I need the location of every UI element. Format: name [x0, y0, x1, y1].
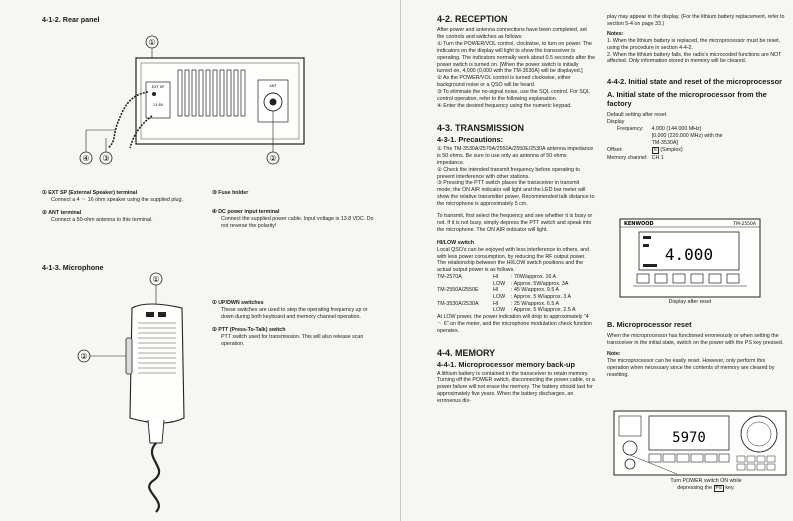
reception-intro: After power and antenna connections have been completed, set the controls and switches as follows: [437, 27, 587, 40]
rear-item-extsp [42, 190, 202, 204]
power-row: LOW : Approx. 5 W/approx. 3 A [493, 294, 572, 301]
hilow-relation: The relationship between the HI/LOW switch positions and the actual output power is as follows. [437, 260, 584, 274]
mic-item-1-body: These switches are used to step the operating frequency up or down during both keyboard and memory channel operation. [221, 306, 368, 320]
callout-3-label: ③ [102, 154, 110, 163]
display-model: TM-2550A [733, 222, 756, 227]
reset-instruction-line1: Turn POWER switch ON while [670, 478, 742, 484]
mic-item-ptt [212, 327, 377, 348]
power-row: LOW : Approx. 5W/approx. 3A [493, 280, 569, 287]
radio-front-illustration [613, 410, 787, 476]
reset-section [607, 320, 785, 378]
rear-item-3-title: Fuse holder [218, 190, 249, 196]
radio-keys [649, 454, 729, 462]
lcd-frequency: 4.000 [664, 245, 714, 264]
rear-item-3-num: ③ [212, 190, 217, 196]
mic-item-1-num: ① [212, 300, 217, 306]
mic-item-1-title: UP/DWN switches [218, 300, 264, 306]
rear-item-fuse [212, 190, 377, 197]
rear-panel-title: 4-1-2. Rear panel [42, 15, 100, 24]
rear-item-dc [212, 209, 377, 230]
transmit-paragraph: To transmit, first select the frequency and see whether it is busy or not. If it is not busy, simply depress the PTT switch and speak into the microphone. The ON AIR indicator will light. [437, 213, 593, 233]
mic-ptt-switch [126, 338, 132, 374]
ant-label: ANT [269, 84, 277, 88]
right-col2 [607, 14, 785, 162]
callout-4-label: ④ [82, 154, 90, 163]
hilow-title: HI/LOW switch [437, 239, 475, 246]
note-2: 2. When the lithium battery fails, the radio's microcoded functions are NOT affected. Only information stored in memory will be cleared. [607, 51, 782, 65]
display-brand: KENWOOD [624, 221, 654, 227]
reset-title: B. Microprocessor reset [607, 320, 692, 329]
rear-item-1-num: ① [42, 190, 47, 196]
reception-step-3: ③ To eliminate the no-signal noise, use the SQL control. For SQL control operation, refer to the following explanation. [437, 89, 590, 103]
rear-item-1-title: EXT SP (External Speaker) terminal [48, 190, 138, 196]
memory-title: 4-4. MEMORY [437, 347, 496, 358]
mic-callout-2-label: ② [80, 352, 88, 361]
rear-item-1-body: Connect a 4 ～ 16 ohm speaker using the supplied plug. [51, 196, 183, 203]
reception-step-4: ④ Enter the desired frequency using the numeric keypad. [437, 102, 572, 109]
mic-body [130, 304, 184, 423]
reception-title: 4-2. RECEPTION [437, 14, 508, 24]
rear-item-2-body: Connect a 50-ohm antenna to this terminal. [51, 216, 153, 223]
mic-item-2-num: ② [212, 326, 217, 333]
memory-continued: play may appear in the display. (For the lithium battery replacement, refer to section 5-4 on page 33.) [607, 14, 785, 27]
rear-item-4-num: ④ [212, 208, 217, 215]
callout-1-label: ① [148, 38, 156, 47]
power-table [437, 274, 577, 314]
dc-label: 13.8V [152, 103, 164, 107]
power-row: TM-3530A/2530A HI : 25 W/approx. 6.5 A [437, 300, 559, 307]
memory-sub: 4-4-1. Microprocessor memory back-up [437, 359, 576, 369]
notes-title: Notes: [607, 30, 624, 37]
note-1: 1. When the lithium battery is replaced, the microprocessor must be reset, using the procedure in section 4-4-2. [607, 37, 781, 51]
reset-note-title: Note: [607, 350, 621, 357]
ps-key: PS [715, 485, 722, 491]
rear-item-4-title: DC power input terminal [218, 208, 280, 215]
display-label: Display [607, 119, 625, 126]
right-col1 [437, 14, 595, 405]
rear-item-ant [42, 210, 202, 224]
rear-item-2-title: ANT terminal [48, 209, 82, 216]
microphone-illustration [72, 268, 222, 513]
reset-body: When the microprocessor has functioned erroneously or when setting the transceiver in the initial state, switch on the power with the PS key pressed. [607, 333, 784, 346]
transmission-step-2: ② Check the intended transmit frequency before operating to prevent interference with other stations. [437, 166, 580, 180]
radio-frequency: 5970 [672, 430, 706, 446]
mic-item-2-body: PTT switch used for transmission. This will also release scan operation. [221, 333, 364, 347]
mic-down-button [158, 312, 166, 317]
microphone-title: 4-1-3. Microphone [42, 263, 104, 272]
power-row: LOW : Approx. 5 W/approx. 2.5 A [493, 307, 576, 314]
memory-body: A lithium battery is contained in the transceiver to retain memory. Turning off the POWER switch, disconnecting the power cable, or a power failure will not erase the memory. The battery should last for approximately five years. When the battery discharges, an erroneous dis- [437, 370, 595, 405]
reset-instruction-line2: depressing the [677, 484, 713, 491]
precautions-title: 4-3-1. Precautions: [437, 134, 504, 144]
mic-item-2-title: PTT (Press-To-Talk) switch [218, 326, 286, 333]
init-title: 4-4-2. Initial state and reset of the microprocessor [607, 77, 782, 87]
transmission-title: 4-3. TRANSMISSION [437, 122, 525, 133]
rear-panel-illustration [68, 30, 308, 170]
transmission-steps [437, 146, 595, 208]
reset-instruction: Turn POWER switch ON while depressing the PS key. [641, 478, 771, 493]
display-caption: Display after reset [668, 299, 712, 305]
power-knob [623, 441, 637, 455]
tuning-knob [741, 416, 777, 452]
offset-key: S [653, 147, 657, 153]
power-row: TM-2550A/2550E HI : 45 W/approx. 9.5 A [437, 287, 559, 294]
low-power-note: At LOW power, the power indication will drop to approximately "4 ～ 6" on the meter, and the microphone modulation check function operates. [437, 313, 592, 334]
reception-step-2: ② As the POWER/VOL control is turned clockwise, either background noise or a QSO will be heard. [437, 75, 571, 89]
rear-item-4-body: Connect the supplied power cable. Input voltage is 13.8 VDC. Do not reverse the polarity! [221, 215, 374, 229]
init-sub: A. Initial state of the microprocessor from the factory [607, 90, 767, 109]
transmission-step-1: ① The TM-3530A/2570A/2550A/2550E/2530A antenna impedance is 50 ohms. Be sure to use only an antenna of 50 ohms impedance. [437, 145, 594, 166]
display-after-reset-illustration [619, 218, 761, 298]
default-label: Default setting after reset [607, 112, 667, 119]
reset-note-body: The microprocessor can be easily reset. However, only perform this operation when necessary since the contents of memory are cleared by resetting. [607, 357, 775, 378]
extsp-label: EXT SP [151, 85, 165, 89]
mic-item-updwn [212, 300, 377, 321]
right-page [401, 0, 793, 521]
rear-item-2-num: ② [42, 209, 47, 216]
mic-up-button [146, 312, 154, 317]
mic-cord [149, 443, 159, 512]
transmission-step-3: ③ Pressing the PTT switch places the transceiver in transmit mode; the ON AIR indicator will light and the LED bar meter will show the relative transmitter power. Recommended talk distance to the microphone is approximately 5 cm. [437, 180, 595, 208]
mic-callout-1-label: ① [152, 275, 160, 284]
mic-items [212, 300, 377, 347]
reception-steps [437, 41, 595, 110]
rear-items-col1 [42, 190, 202, 224]
reception-step-1: ① Turn the POWER/VOL control, clockwise, to turn on power. The indicators on the display will light to show the transceiver is operating. The indicators normally work about 0.5 seconds after the power switch is turned on. [When the power switch is initially turned on, 4,000 (0,000 with the TM-3530A) will be displayed.] [437, 40, 596, 75]
power-row: TM-2570A HI : 70W/approx. 16 A [437, 274, 557, 281]
default-settings: Frequency: 4.000 (144.000 MHz) [0.000 (220.000 MHz) with the TM-3530A] Offset: S (Simplex) Memory channel: CH 1 [607, 126, 723, 161]
callout-2-label: ② [269, 154, 277, 163]
rear-items-col2 [212, 190, 377, 230]
hilow-body: Local QSO's can be enjoyed with less interference to others, and with less power consumption, by reducing the RF output power. [437, 246, 590, 260]
